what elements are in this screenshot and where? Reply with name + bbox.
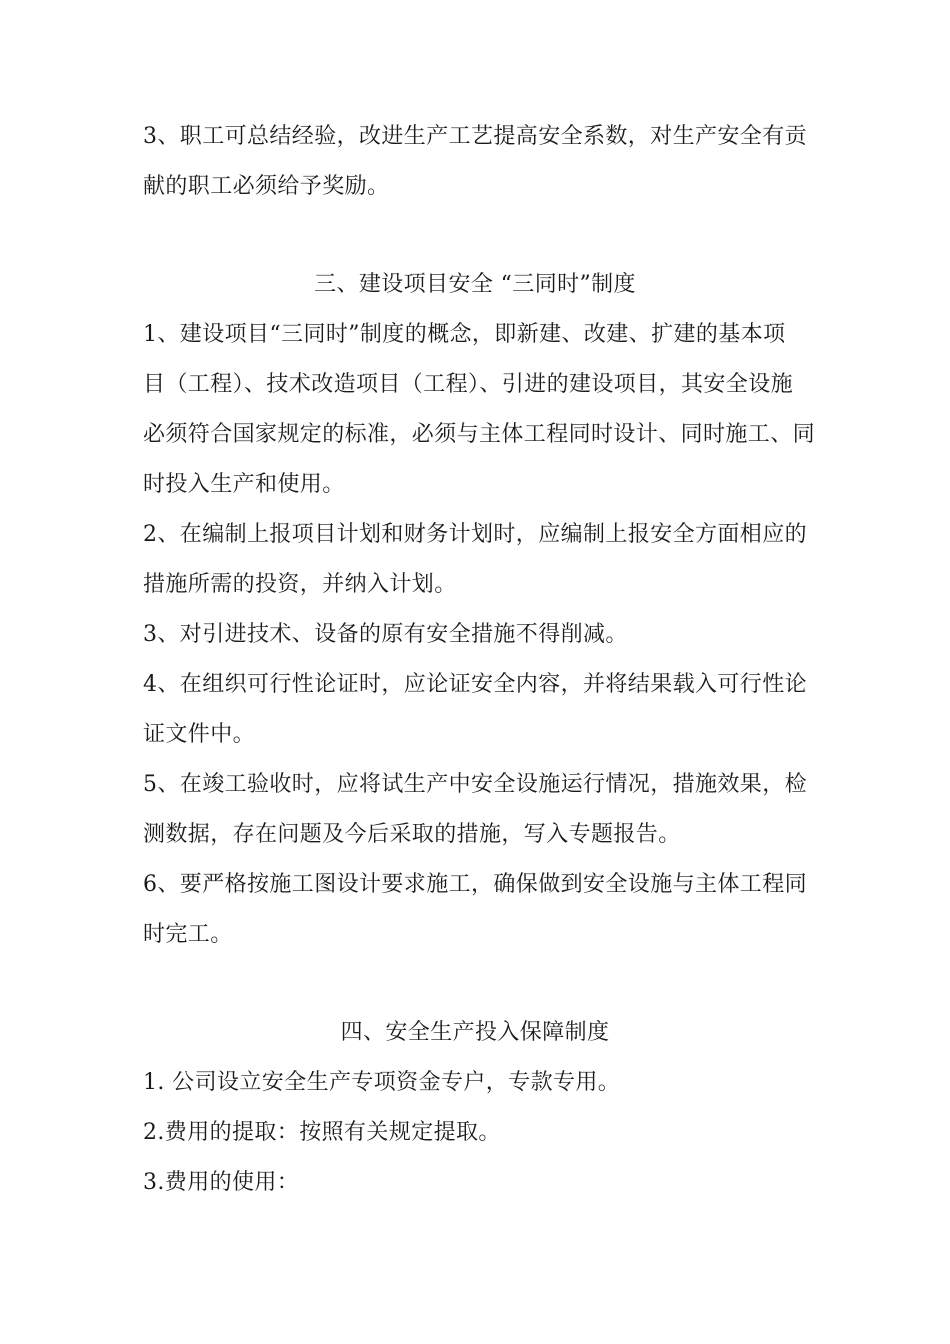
- paragraph-line: 3、职工可总结经验，改进生产工艺提高安全系数，对生产安全有贡: [143, 124, 807, 149]
- paragraph-line: 测数据，存在问题及今后采取的措施，写入专题报告。: [143, 822, 681, 847]
- paragraph-line: 1、建设项目“三同时”制度的概念，即新建、改建、扩建的基本项: [143, 322, 786, 347]
- paragraph-line: 献的职工必须给予奖励。: [143, 174, 390, 199]
- paragraph-line: 必须符合国家规定的标准，必须与主体工程同时设计、同时施工、同: [143, 422, 816, 447]
- paragraph-line: 3、对引进技术、设备的原有安全措施不得削减。: [143, 622, 628, 647]
- paragraph-line: 目（工程）、技术改造项目（工程）、引进的建设项目，其安全设施: [143, 372, 794, 397]
- paragraph-line: 时完工。: [143, 922, 233, 947]
- paragraph-line: 2.费用的提取：按照有关规定提取。: [143, 1120, 501, 1145]
- paragraph-line: 3.费用的使用：: [143, 1170, 300, 1195]
- section-heading-4: 四、安全生产投入保障制度: [340, 1020, 610, 1045]
- paragraph-line: 时投入生产和使用。: [143, 472, 345, 497]
- paragraph-line: 证文件中。: [143, 722, 256, 747]
- paragraph-line: 4、在组织可行性论证时，应论证安全内容，并将结果载入可行性论: [143, 672, 807, 697]
- paragraph-line: 措施所需的投资，并纳入计划。: [143, 572, 457, 597]
- paragraph-line: 6、要严格按施工图设计要求施工，确保做到安全设施与主体工程同: [143, 872, 807, 897]
- paragraph-line: 5、在竣工验收时，应将试生产中安全设施运行情况，措施效果，检: [143, 772, 807, 797]
- paragraph-line: 2、在编制上报项目计划和财务计划时，应编制上报安全方面相应的: [143, 522, 807, 547]
- section-heading-3: 三、建设项目安全 “三同时”制度: [314, 272, 636, 297]
- paragraph-line: 1. 公司设立安全生产专项资金专户，专款专用。: [143, 1070, 621, 1095]
